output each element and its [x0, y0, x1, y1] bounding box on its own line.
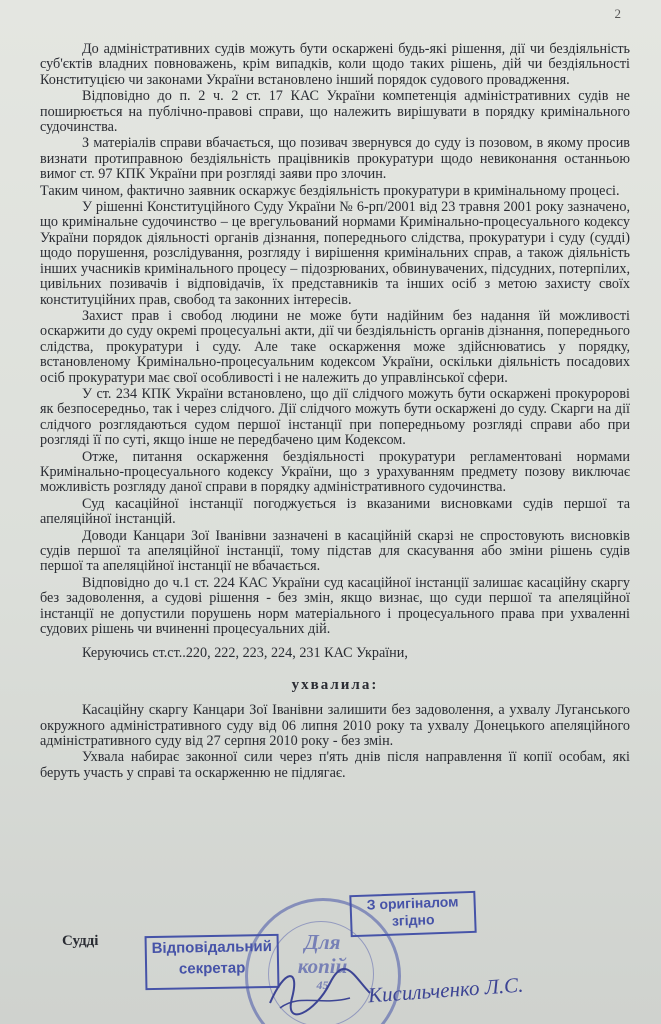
paragraph: До адміністративних судів можуть бути оскаржені будь-які рішення, дії чи бездіяльність суб'єктів владних повноважень, крім випадків, коли щодо таких рішень, дій чи бездіяльності Конституцією чи законами України встановлено інший порядок судового провадження.: [40, 41, 630, 88]
original-stamp: З оригіналом згідно: [349, 891, 476, 937]
signature-scribble: [260, 958, 380, 1018]
paragraph: Відповідно до п. 2 ч. 2 ст. 17 КАС України компетенція адміністративних судів не поширюється на публічно-правові справи, що належить вирішувати в порядку кримінального судочинства.: [40, 88, 630, 136]
decision-paragraph: Ухвала набирає законної сили через п'ять днів після направлення її копії особам, які беруть участь у справі та оскарженню не підлягає.: [40, 749, 630, 781]
document-body: [40, 42, 630, 782]
round-stamp-text: Для копій 45: [297, 930, 348, 992]
judges-label: Судді: [62, 933, 99, 949]
paragraph: У ст. 234 КПК України встановлено, що дії слідчого можуть бути оскаржені прокуророві як безпосередньо, так і через слідчого. Дії слідчого можуть бути оскаржені до суду. Скарги на дії слідчого розглядаються судом першої інстанції при попередньому розгляді справи або при розгляді її по суті, якщо інше не передбачено цим Кодексом.: [40, 385, 630, 449]
decision-paragraph: Касаційну скаргу Канцари Зої Іванівни залишити без задоволення, а ухвалу Луганського окружного адміністративного суду від 06 липня 2010 року та ухвалу Донецького апеляційного адміністративного суду від 27 серпня 2010 року - без змін.: [40, 702, 630, 750]
paragraph: Суд касаційної інстанції погоджується із вказаними висновками судів першої та апеляційної інстанцій.: [40, 495, 630, 528]
paragraph: Відповідно до ч.1 ст. 224 КАС України суд касаційної інстанції залишає касаційну скаргу без задоволення, а судові рішення - без змін, якщо визнає, що суди першої та апеляційної інстанції не допустили порушень норм матеріального і процесуального права при ухваленні судових рішень чи вчиненні процесуальних дій.: [40, 574, 630, 638]
page-number: 2: [614, 6, 621, 21]
secretary-stamp: Відповідальний секретар: [145, 934, 280, 990]
paragraph: Доводи Канцари Зої Іванівни зазначені в касаційній скарзі не спростовують висновків судів першої та апеляційної інстанції, тому підстав для скасування або зміни рішень судів першої та апеляційної інстанції не вбачається.: [40, 527, 630, 575]
guided-by-line: Керуючись ст.ст..220, 222, 223, 224, 231 КАС України,: [82, 645, 408, 662]
signature-name: Кисильченко Л.С.: [367, 972, 525, 1008]
paragraph: З матеріалів справи вбачається, що позивач звернувся до суду із позовом, в якому просив визнати протиправною бездіяльність працівників прокуратури щодо невиконання останньою вимог ст. 97 КПК України при розгляді заяви про злочин.: [40, 135, 630, 183]
decision-heading: ухвалила:: [291, 676, 379, 693]
paragraph: Таким чином, фактично заявник оскаржує бездіяльність прокуратури в кримінальному процесі.: [40, 182, 620, 199]
paragraph: У рішенні Конституційного Суду України № 6-рп/2001 від 23 травня 2001 року зазначено, що кримінальне судочинство – це врегульований нормами Кримінально-процесуального кодексу України порядок діяльності органів дізнання, попереднього слідства, прокуратури і суду (судді) щодо порушення, розслідування, розгляду і вирішення кримінальних справ, а також діяльність інших учасників кримінального процесу – підозрюваних, обвинувачених, підсудних, потерпілих, цивільних позивачів і відповідачів, їх представників та інших осіб з метою захисту своїх конституційних прав, свобод та законних інтересів.: [40, 199, 630, 308]
paragraph: Отже, питання оскарження бездіяльності прокуратури регламентовані нормами Кримінально-процесуального кодексу України, що з урахуванням предмету позову виключає можливість розгляду даної справи в порядку адміністративного судочинства.: [40, 448, 630, 496]
paragraph: Захист прав і свобод людини не може бути надійним без надання їй можливості оскаржити до суду окремі процесуальні акти, дії чи бездіяльність органів дізнання, попереднього слідства, прокуратури і суду. Але таке оскарження може здійснюватись у порядку, встановленому Кримінально-процесуальним кодексом України, оскільки діяльність посадових осіб прокуратури має свої особливості і не належить до управлінської сфери.: [40, 307, 630, 386]
